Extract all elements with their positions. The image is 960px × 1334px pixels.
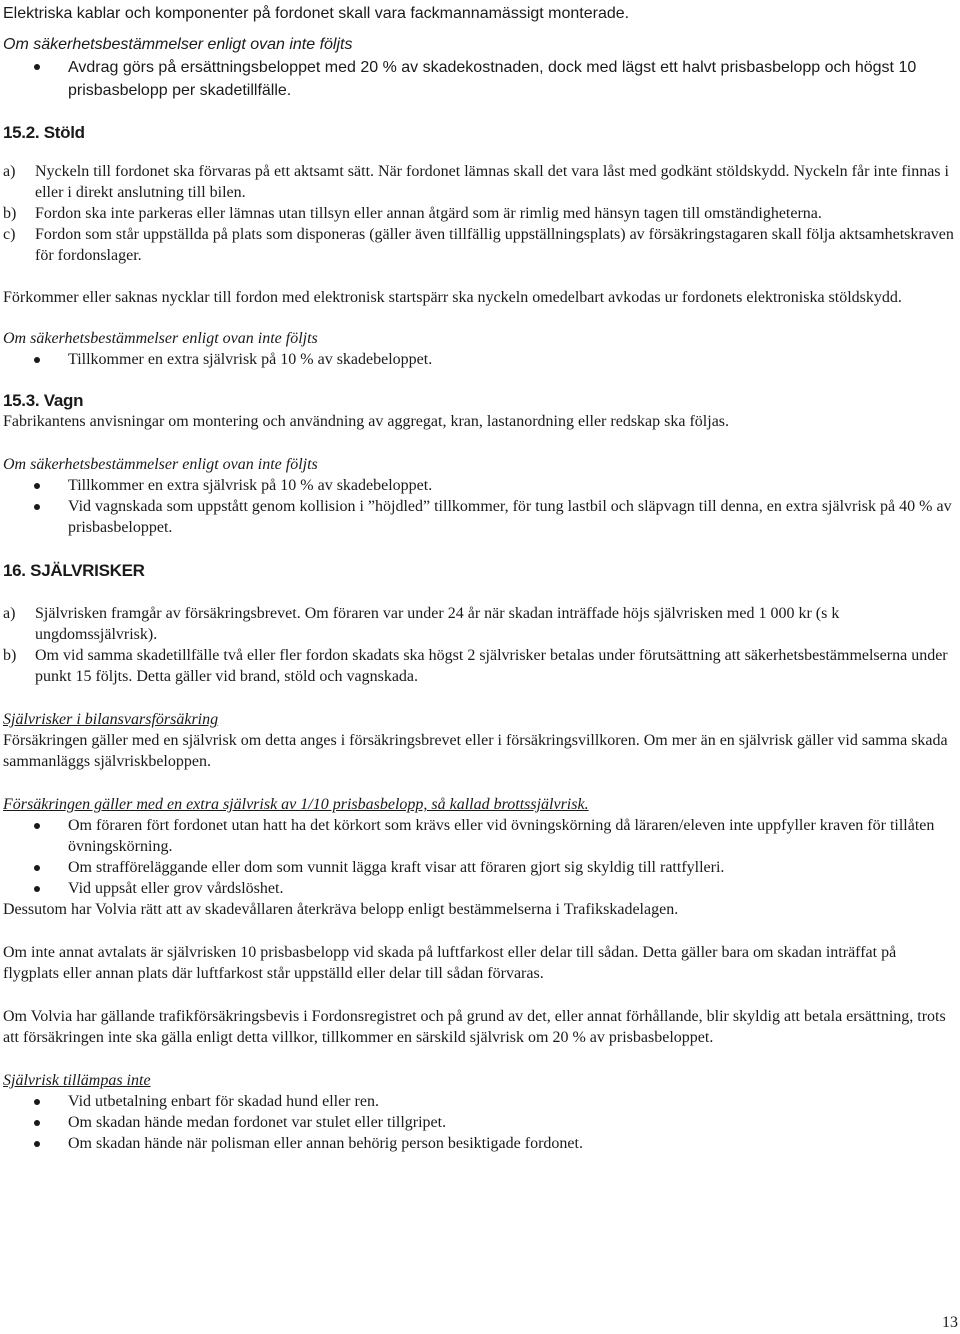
list-item-text: Om skadan hände medan fordonet var stulet eller tillgripet. (68, 1114, 447, 1131)
list-item-text: Avdrag görs på ersättningsbeloppet med 20 % av skadekostnaden, dock med lägst ett halvt prisbasbelopp och högst 10 prisbasbelopp per skadetillfälle. (68, 59, 917, 99)
intro-line: Elektriska kablar och komponenter på fordonet skall vara fackmannamässigt monterade. (3, 5, 630, 22)
list-item-text: Nyckeln till fordonet ska förvaras på ett aktsamt sätt. När fordonet lämnas skall det vara låst med godkänt stöldskydd. Nyckeln får inte finnas i eller i direkt anslutning till bilen. (35, 163, 949, 201)
document-page (3, 2, 955, 1154)
list-item (3, 857, 955, 878)
deductibles-list (3, 603, 955, 687)
safety-header: Om säkerhetsbestämmelser enligt ovan inte följts (3, 36, 353, 53)
bullet-icon (34, 357, 40, 363)
section-heading-15-2: 15.2. Stöld (3, 123, 85, 142)
list-item (3, 161, 955, 203)
list-marker: c) (3, 226, 16, 243)
list-item (3, 603, 955, 645)
page-number: 13 (942, 1314, 958, 1331)
bullet-icon (34, 886, 40, 892)
list-item-text: Tillkommer en extra självrisk på 10 % av skadebeloppet. (68, 351, 433, 368)
paragraph: Dessutom har Volvia rätt att av skadevållaren återkräva belopp enligt bestämmelserna i Trafikskadelagen. (3, 901, 679, 918)
bullet-icon (34, 865, 40, 871)
safety-header: Om säkerhetsbestämmelser enligt ovan inte följts (3, 330, 318, 347)
list-item-text: Självrisken framgår av försäkringsbrevet. Om föraren var under 24 år när skadan inträffade höjs självrisken med 1 000 kr (s k ungdomssjälvrisk). (35, 605, 840, 643)
list-item-text: Tillkommer en extra självrisk på 10 % av skadebeloppet. (68, 477, 433, 494)
section-heading-16: 16. SJÄLVRISKER (3, 561, 145, 580)
list-item-text: Vid uppsåt eller grov vårdslöshet. (68, 880, 284, 897)
crime-deductible-bullets (3, 815, 955, 899)
list-item (3, 815, 955, 857)
bullet-icon (34, 64, 40, 70)
bullet-icon (34, 504, 40, 510)
paragraph: Om Volvia har gällande trafikförsäkringsbevis i Fordonsregistret och på grund av det, eller annat förhållande, blir skyldig att betala ersättning, trots att försäkringen inte ska gälla enligt detta villkor, tillkommer en särskild självrisk om 20 % av prisbasbeloppet. (3, 1008, 946, 1046)
list-marker: b) (3, 647, 17, 664)
bullet-icon (34, 1120, 40, 1126)
list-item-text: Om vid samma skadetillfälle två eller fler fordon skadats ska högst 2 självrisker betalas under förutsättning att säkerhetsbestämmelserna under punkt 15 följts. Detta gäller vid brand, stöld och vagnskada. (35, 647, 948, 685)
bullet-icon (34, 1099, 40, 1105)
section-heading-15-3: 15.3. Vagn (3, 391, 84, 410)
list-item (3, 878, 955, 899)
bullet-icon (34, 823, 40, 829)
subsection-title: Självrisker i bilansvarsförsäkring (3, 711, 219, 728)
theft-safety-bullets (3, 349, 955, 370)
paragraph: Fabrikantens anvisningar om montering och användning av aggregat, kran, lastanordning eller redskap ska följas. (3, 413, 730, 430)
no-deductible-bullets (3, 1091, 955, 1154)
list-item-text: Om föraren fört fordonet utan hatt ha det körkort som krävs eller vid övningskörning då läraren/eleven inte uppfyller kraven för tillåten övningskörning. (68, 817, 935, 855)
safety-header: Om säkerhetsbestämmelser enligt ovan inte följts (3, 456, 318, 473)
list-item (3, 56, 955, 102)
subsection-title: Försäkringen gäller med en extra självrisk av 1/10 prisbasbelopp, så kallad brottssjälvrisk. (3, 796, 589, 813)
list-item (3, 1112, 955, 1133)
list-marker: a) (3, 605, 16, 622)
list-item (3, 203, 955, 224)
list-item-text: Om strafföreläggande eller dom som vunnit lägga kraft visar att föraren gjort sig skyldig till rattfylleri. (68, 859, 725, 876)
list-marker: b) (3, 205, 17, 222)
list-item (3, 645, 955, 687)
list-item-text: Vid vagnskada som uppstått genom kollision i ”höjdled” tillkommer, för tung lastbil och släpvagn till denna, en extra självrisk på 40 % av prisbasbeloppet. (68, 498, 952, 536)
list-item (3, 224, 955, 266)
trailer-safety-bullets (3, 475, 955, 538)
list-item (3, 349, 955, 370)
paragraph: Förkommer eller saknas nycklar till fordon med elektronisk startspärr ska nyckeln omedelbart avkodas ur fordonets elektroniska stöldskydd. (3, 289, 902, 306)
subsection-title: Självrisk tillämpas inte (3, 1072, 151, 1089)
intro-bullet-list (3, 56, 955, 102)
list-marker: a) (3, 163, 16, 180)
list-item-text: Fordon ska inte parkeras eller lämnas utan tillsyn eller annan åtgärd som är rimlig med hänsyn tagen till omständigheterna. (35, 205, 822, 222)
theft-rules-list (3, 161, 955, 266)
list-item-text: Fordon som står uppställda på plats som disponeras (gäller även tillfällig uppställningsplats) av försäkringstagaren skall följa aktsamhetskraven för fordonslager. (35, 226, 954, 264)
list-item (3, 1091, 955, 1112)
bullet-icon (34, 1141, 40, 1147)
list-item (3, 1133, 955, 1154)
list-item (3, 496, 955, 538)
list-item-text: Vid utbetalning enbart för skadad hund eller ren. (68, 1093, 379, 1110)
paragraph: Försäkringen gäller med en självrisk om detta anges i försäkringsbrevet eller i försäkringsvillkoren. Om mer än en självrisk gäller vid samma skada sammanläggs självriskbeloppen. (3, 732, 948, 770)
paragraph: Om inte annat avtalats är självrisken 10 prisbasbelopp vid skada på luftfarkost eller delar till sådan. Detta gäller bara om skadan inträffat på flygplats eller annan plats där luftfarkost står uppställd eller delar till sådan förvaras. (3, 944, 897, 982)
bullet-icon (34, 483, 40, 489)
list-item-text: Om skadan hände när polisman eller annan behörig person besiktigade fordonet. (68, 1135, 583, 1152)
list-item (3, 475, 955, 496)
